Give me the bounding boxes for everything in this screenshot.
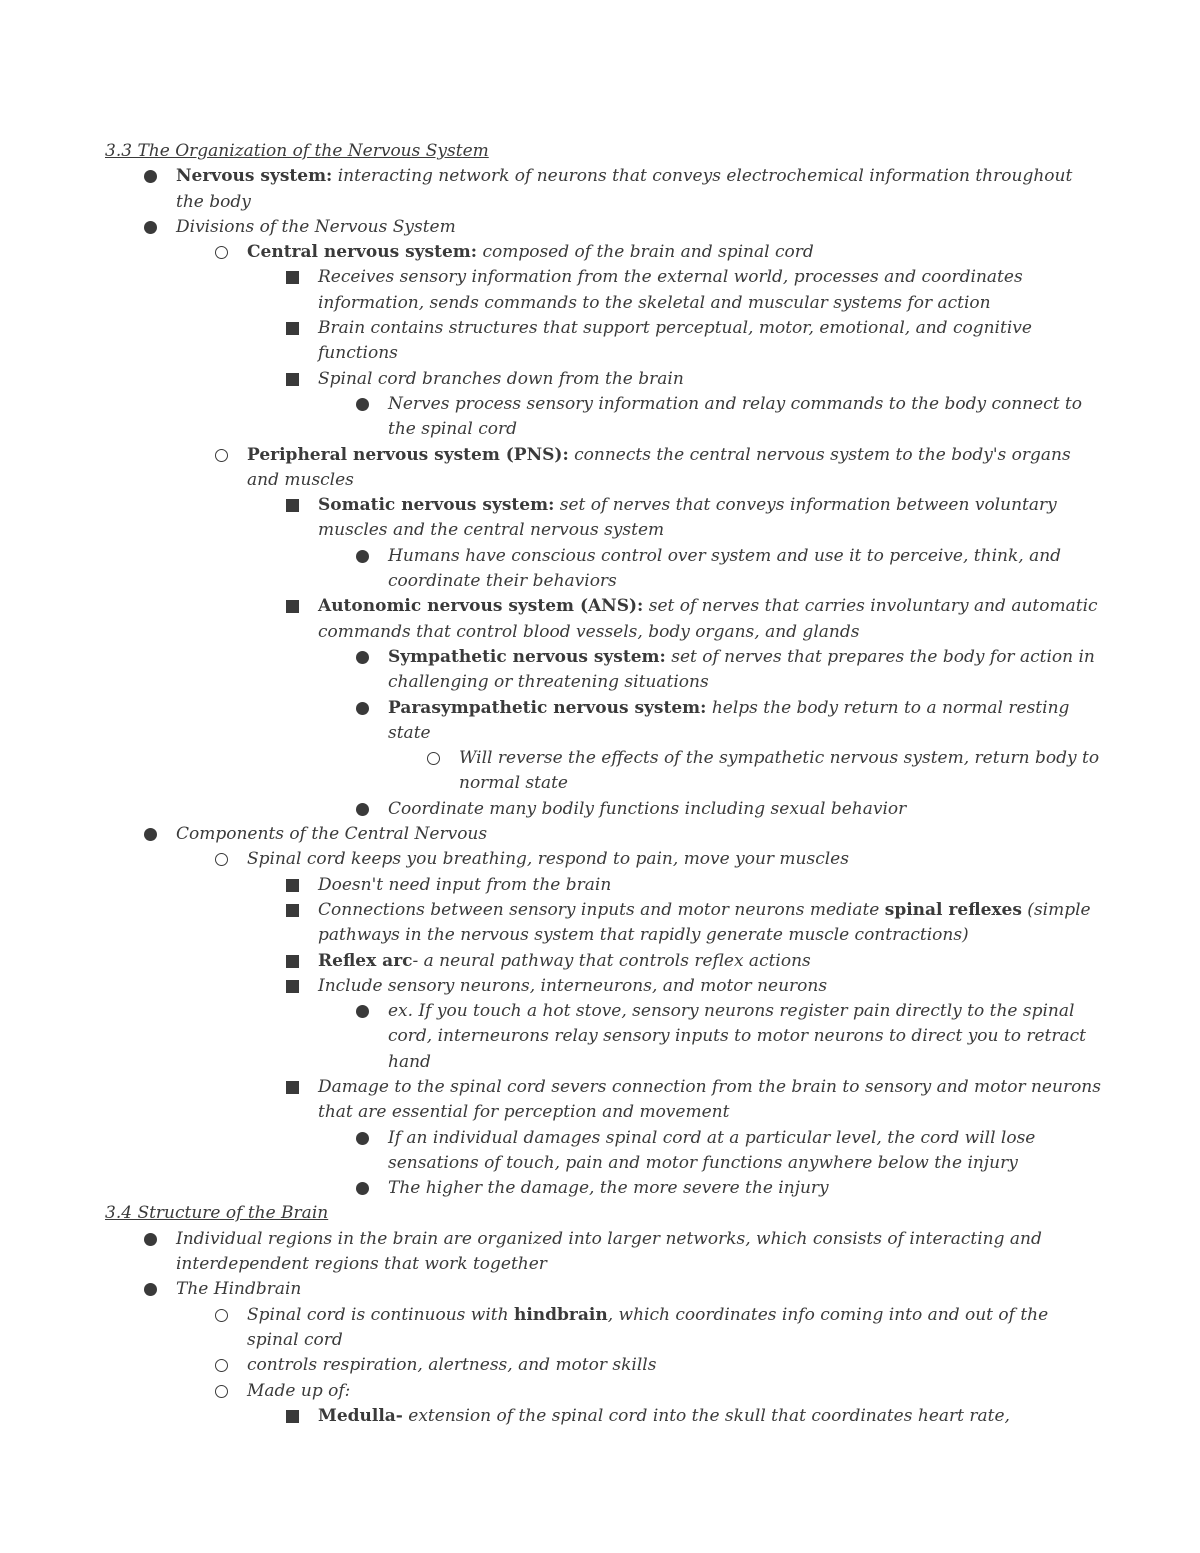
notes-content bbox=[105, 139, 1105, 1429]
disc-bullet-icon bbox=[144, 170, 157, 183]
list-item bbox=[388, 645, 1105, 696]
item-text bbox=[318, 875, 611, 895]
item-description: Humans have conscious control over system and use it to perceive, think, and coordinate their behaviors bbox=[388, 545, 1062, 592]
disc-bullet-icon bbox=[144, 221, 157, 234]
item-description: extension of the spinal cord into the skull that coordinates heart rate, bbox=[402, 1405, 1010, 1426]
list-item bbox=[176, 1277, 1105, 1302]
item-text bbox=[388, 1178, 829, 1198]
list-item bbox=[318, 974, 1105, 999]
item-description: composed of the brain and spinal cord bbox=[477, 242, 814, 263]
item-text bbox=[318, 267, 1023, 312]
square-bullet-icon bbox=[286, 980, 299, 993]
item-text bbox=[388, 698, 1069, 743]
list-item bbox=[388, 392, 1105, 443]
item-description: Damage to the spinal cord severs connection from the brain to sensory and motor neurons that are essential for perception and movement bbox=[318, 1076, 1101, 1123]
list-item bbox=[247, 1379, 1105, 1404]
item-description: Divisions of the Nervous System bbox=[176, 216, 456, 237]
square-bullet-icon bbox=[286, 600, 299, 613]
disc-bullet-icon bbox=[356, 1132, 369, 1145]
disc-bullet-icon bbox=[356, 1182, 369, 1195]
disc-bullet-icon bbox=[356, 1005, 369, 1018]
list-item bbox=[318, 949, 1105, 974]
list-item bbox=[388, 999, 1105, 1075]
item-description: Connections between sensory inputs and motor neurons mediate bbox=[318, 899, 885, 920]
item-description: , which coordinates info coming into and out of the spinal cord bbox=[247, 1304, 1049, 1350]
list-item bbox=[318, 316, 1105, 367]
list-item bbox=[176, 822, 1105, 847]
item-description: set of nerves that prepares the body for action in challenging or threatening situations bbox=[388, 646, 1095, 693]
item-term: Sympathetic nervous system: bbox=[388, 646, 666, 667]
item-description: Made up of: bbox=[247, 1380, 351, 1401]
list-item bbox=[388, 797, 1105, 822]
disc-bullet-icon bbox=[144, 1233, 157, 1246]
item-text bbox=[388, 546, 1061, 591]
item-description: helps the body return to a normal resting state bbox=[388, 697, 1070, 743]
list-item bbox=[318, 594, 1105, 645]
item-text bbox=[318, 596, 1098, 641]
section-heading: 3.4 Structure of the Brain bbox=[105, 1203, 329, 1224]
item-text bbox=[247, 849, 849, 869]
item-text bbox=[176, 1279, 301, 1299]
list-item bbox=[388, 1126, 1105, 1177]
square-bullet-icon bbox=[286, 955, 299, 968]
item-description: Individual regions in the brain are organized into larger networks, which consists of interacting and interdependent regions that work together bbox=[176, 1228, 1042, 1275]
list-item bbox=[318, 1404, 1105, 1429]
section-heading: 3.3 The Organization of the Nervous System bbox=[105, 141, 489, 161]
item-text bbox=[318, 369, 684, 389]
item-description: - a neural pathway that controls reflex actions bbox=[412, 950, 811, 971]
item-text bbox=[247, 1381, 350, 1401]
list-item bbox=[318, 873, 1105, 898]
disc-bullet-icon bbox=[356, 702, 369, 715]
square-bullet-icon bbox=[286, 1081, 299, 1094]
disc-bullet-icon bbox=[356, 398, 369, 411]
item-description: Doesn't need input from the brain bbox=[318, 874, 612, 895]
item-term: Reflex arc bbox=[318, 950, 413, 971]
list-item bbox=[247, 443, 1105, 494]
list-item bbox=[388, 696, 1105, 747]
list-item bbox=[176, 215, 1105, 240]
item-text bbox=[176, 824, 487, 844]
item-term: Medulla- bbox=[318, 1405, 403, 1426]
list-item bbox=[247, 240, 1105, 265]
list-item bbox=[318, 265, 1105, 316]
item-text bbox=[247, 1355, 656, 1375]
item-description: interacting network of neurons that conveys electrochemical information throughout the body bbox=[176, 166, 1073, 212]
item-text bbox=[388, 394, 1082, 439]
square-bullet-icon bbox=[286, 1410, 299, 1423]
item-description: Include sensory neurons, interneurons, and motor neurons bbox=[318, 975, 828, 996]
list-item bbox=[247, 847, 1105, 872]
item-term: hindbrain bbox=[513, 1304, 608, 1325]
item-text bbox=[388, 1001, 1086, 1072]
item-text bbox=[247, 1305, 1048, 1350]
disc-bullet-icon bbox=[356, 550, 369, 563]
circle-bullet-icon bbox=[215, 853, 228, 866]
list-item bbox=[176, 1227, 1105, 1278]
item-text bbox=[247, 445, 1071, 490]
item-text bbox=[318, 318, 1032, 363]
item-text bbox=[247, 242, 814, 262]
item-description: Brain contains structures that support perceptual, motor, emotional, and cognitive functions bbox=[318, 318, 1032, 364]
item-description: The higher the damage, the more severe the injury bbox=[388, 1178, 829, 1199]
circle-bullet-icon bbox=[215, 1359, 228, 1372]
list-item bbox=[318, 367, 1105, 392]
item-term: Central nervous system: bbox=[247, 242, 478, 263]
item-description: Coordinate many bodily functions including sexual behavior bbox=[388, 798, 907, 819]
item-description: Nerves process sensory information and relay commands to the body connect to the spinal cord bbox=[388, 393, 1082, 440]
item-text bbox=[176, 166, 1072, 211]
list-item bbox=[459, 746, 1105, 797]
circle-bullet-icon bbox=[215, 449, 228, 462]
square-bullet-icon bbox=[286, 271, 299, 284]
item-description: controls respiration, alertness, and motor skills bbox=[247, 1355, 657, 1376]
item-description: Components of the Central Nervous bbox=[176, 824, 488, 845]
square-bullet-icon bbox=[286, 879, 299, 892]
circle-bullet-icon bbox=[427, 752, 440, 765]
item-text bbox=[176, 217, 456, 237]
item-description: ex. If you touch a hot stove, sensory neurons register pain directly to the spinal cord, interneurons relay sensory inputs to motor neurons to direct you to retract hand bbox=[388, 1001, 1086, 1072]
disc-bullet-icon bbox=[356, 651, 369, 664]
item-text bbox=[176, 1229, 1042, 1274]
disc-bullet-icon bbox=[144, 828, 157, 841]
item-description: Receives sensory information from the external world, processes and coordinates information, sends commands to the skeletal and muscular systems for action bbox=[318, 267, 1023, 313]
list-item bbox=[318, 493, 1105, 544]
circle-bullet-icon bbox=[215, 246, 228, 259]
item-term: spinal reflexes bbox=[884, 899, 1022, 920]
circle-bullet-icon bbox=[215, 1385, 228, 1398]
item-term: Peripheral nervous system (PNS): bbox=[247, 444, 569, 465]
item-description: Spinal cord branches down from the brain bbox=[318, 368, 684, 389]
item-term: Autonomic nervous system (ANS): bbox=[318, 596, 644, 617]
item-description: set of nerves that carries involuntary and automatic commands that control blood vessels, body organs, and glands bbox=[318, 596, 1098, 642]
list-item bbox=[176, 164, 1105, 215]
list-item bbox=[388, 1176, 1105, 1201]
item-term: Parasympathetic nervous system: bbox=[388, 697, 707, 718]
item-text bbox=[388, 647, 1095, 692]
item-description: Spinal cord keeps you breathing, respond to pain, move your muscles bbox=[247, 849, 849, 870]
square-bullet-icon bbox=[286, 904, 299, 917]
square-bullet-icon bbox=[286, 373, 299, 386]
square-bullet-icon bbox=[286, 499, 299, 512]
item-text bbox=[318, 951, 811, 971]
item-description: The Hindbrain bbox=[176, 1279, 302, 1300]
item-description: Will reverse the effects of the sympathetic nervous system, return body to normal state bbox=[459, 748, 1100, 794]
item-description: (simple pathways in the nervous system that rapidly generate muscle contractions) bbox=[318, 899, 1091, 946]
disc-bullet-icon bbox=[144, 1283, 157, 1296]
item-term: Nervous system: bbox=[176, 166, 333, 187]
item-text bbox=[318, 495, 1057, 540]
list-item bbox=[318, 1075, 1105, 1126]
list-item bbox=[388, 544, 1105, 595]
item-term: Somatic nervous system: bbox=[318, 495, 555, 516]
list-item bbox=[247, 1353, 1105, 1378]
item-description: set of nerves that conveys information between voluntary muscles and the central nervous system bbox=[318, 495, 1057, 541]
list-item bbox=[247, 1303, 1105, 1354]
square-bullet-icon bbox=[286, 322, 299, 335]
list-item bbox=[318, 898, 1105, 949]
item-text bbox=[318, 900, 1091, 945]
item-text bbox=[459, 748, 1099, 793]
item-description: Spinal cord is continuous with bbox=[247, 1304, 514, 1325]
item-description: If an individual damages spinal cord at a particular level, the cord will lose sensations of touch, pain and motor functions anywhere below the injury bbox=[388, 1127, 1036, 1173]
item-description: connects the central nervous system to the body's organs and muscles bbox=[247, 444, 1071, 490]
circle-bullet-icon bbox=[215, 1309, 228, 1322]
item-text bbox=[318, 1406, 1010, 1426]
item-text bbox=[318, 1077, 1101, 1122]
item-text bbox=[318, 976, 827, 996]
item-text bbox=[388, 1128, 1035, 1173]
item-text bbox=[388, 799, 906, 819]
disc-bullet-icon bbox=[356, 803, 369, 816]
